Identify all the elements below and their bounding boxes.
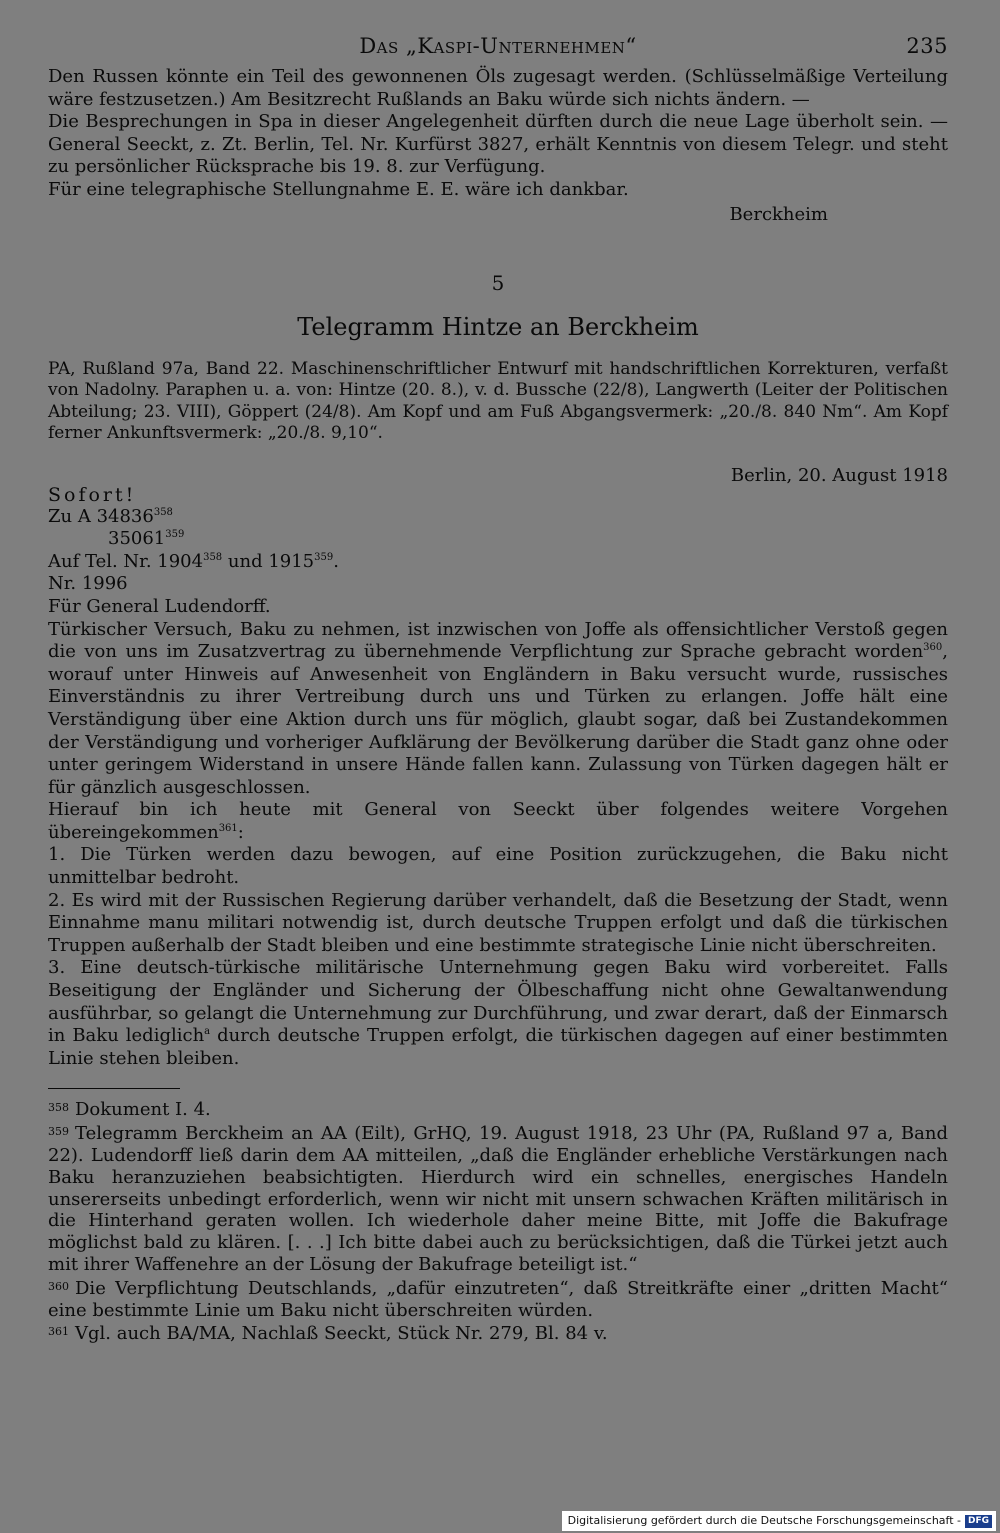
page-number: 235 <box>906 34 948 58</box>
dateline: Berlin, 20. August 1918 <box>730 464 948 486</box>
credit-text: Digitalisierung gefördert durch die Deutsche Forschungsgemeinschaft - <box>567 1514 961 1527</box>
footnote-number: 360 <box>48 1279 69 1293</box>
source-note-text: PA, Rußland 97a, Band 22. Maschinenschriftlicher Entwurf mit handschriftlichen Korrekturen, verfaßt von Nadolny. Paraphen u. a. von: Hintze (20. 8.), v. d. Bussche (22/8), Langwerth (Leiter der Politischen Abteilung; 23. VIII), Göppert (24/8). Am Kopf und am Fuß Abgangsvermerk: „20./8. 840 Nm“. Am Kopf ferner Ankunftsvermerk: „20./8. 9,10“. <box>48 358 948 444</box>
paragraph: Für eine telegraphische Stellungnahme E. E. wäre ich dankbar. <box>48 178 629 200</box>
footnote-marker: 358 <box>203 551 223 563</box>
footnote-number: 359 <box>48 1125 69 1139</box>
dfg-logo-icon: DFG <box>965 1515 992 1528</box>
urgency-marker: Sofort! <box>48 483 137 506</box>
document-title: Telegramm Hintze an Berckheim <box>297 312 699 341</box>
document-number: 5 <box>491 270 505 295</box>
body-text: Hierauf bin ich heute mit General von Seeckt über folgendes weitere Vorgehen übereingekommen <box>48 799 948 843</box>
running-title: Das „Kaspi-Unternehmen“ <box>359 34 637 58</box>
numbered-point <box>48 957 948 1070</box>
reference-line <box>48 506 948 529</box>
footnotes <box>48 1097 948 1345</box>
footnote-marker: 359 <box>165 529 185 541</box>
footnote-divider <box>48 1088 180 1089</box>
footnote-marker: 359 <box>314 551 334 563</box>
footnote-text: Die Verpflichtung Deutschlands, „dafür einzutreten“, daß Streitkräfte einer „dritten Macht“ eine bestimmte Linie um Baku nicht überschreiten würden. <box>48 1277 948 1321</box>
reference-line <box>48 528 948 551</box>
telegram-reference-text: und 1915 <box>222 550 315 572</box>
footnote-marker: 360 <box>923 642 943 654</box>
body-text: , worauf unter Hinweis auf Anwesenheit von Engländern in Baku versucht wurde, russisches Einverständnis zu ihrer Vertreibung durch uns und Türken zu erlangen. Joffe hält eine Verständigung über eine Aktion durch uns für möglich, glaubt sogar, daß bei Zustandekommen der Verständigung und vorheriger Aufklärung der Bevölkerung darüber die Stadt ganz ohne oder unter geringem Widerstand in unsere Hände fallen kann. Zulassung von Türken dagegen hält er für gänzlich ausgeschlossen. <box>48 641 948 798</box>
digitization-credit <box>562 1511 996 1531</box>
footnote <box>48 1321 948 1345</box>
signature: Berckheim <box>729 203 828 225</box>
document-page <box>48 30 948 1345</box>
telegram-reference-text: Auf Tel. Nr. 1904 <box>48 550 204 572</box>
footnote-text: Vgl. auch BA/MA, Nachlaß Seeckt, Stück Nr. 279, Bl. 84 v. <box>75 1323 608 1345</box>
telegram-number: Nr. 1996 <box>48 573 128 595</box>
footnote-text: Dokument I. 4. <box>75 1099 211 1121</box>
telegram-reference <box>48 551 948 574</box>
telegram-reference-text: . <box>333 550 339 572</box>
footnote-marker: 358 <box>153 506 173 518</box>
footnote-number: 361 <box>48 1325 69 1339</box>
body-text: durch deutsche Truppen erfolgt, die türkischen dagegen auf einer bestimmten Linie stehen bleiben. <box>48 1025 948 1069</box>
numbered-point: 1. Die Türken werden dazu bewogen, auf eine Position zurückzugehen, die Baku nicht unmittelbar bedroht. <box>48 844 948 889</box>
running-header <box>48 30 948 66</box>
body-text: 3. Eine deutsch-türkische militärische Unternehmung gegen Baku wird vorbereitet. Falls Beseitigung der Engländer und Sicherung der Ölbeschaffung nicht ohne Gewaltanwendung ausführbar, so gelangt die Unternehmung zur Durchführung, und zwar derart, daß der Einmarsch in Baku lediglich <box>48 957 948 1047</box>
body-text: Türkischer Versuch, Baku zu nehmen, ist inzwischen von Joffe als offensichtlicher Verstoß gegen die von uns im Zusatzvertrag zu übernehmende Verpflichtung zur Sprache gebracht worden <box>48 618 948 663</box>
recipient: Für General Ludendorff. <box>48 595 271 617</box>
preceding-text <box>48 66 948 225</box>
footnote <box>48 1097 948 1121</box>
footnote-marker: a <box>204 1026 211 1038</box>
footnote-text: Telegramm Berckheim an AA (Eilt), GrHQ, 19. August 1918, 23 Uhr (PA, Rußland 97 a, Band 22). Ludendorff ließ darin dem AA mitteilen, „daß die Engländer erhebliche Verstärkungen nach Baku heranzuziehen beabsichtigten. Hierdurch wird ein schnelles, energisches Handeln unsererseits unbedingt erforderlich, wenn wir nicht mit unsern schwachen Kräften militärisch in die Hinterhand geraten wollen. Ich wiederhole daher meine Bitte, mit Joffe die Bakufrage möglichst bald zu klären. [. . .] Ich bitte dabei auch zu berücksichtigen, daß die Türkei jetzt auch mit ihrer Waffenehre an der Lösung der Bakufrage beteiligt ist.“ <box>48 1123 948 1275</box>
paragraph: Die Besprechungen in Spa in dieser Angelegenheit dürften durch die neue Lage überholt sein. — General Seeckt, z. Zt. Berlin, Tel. Nr. Kurfürst 3827, erhält Kenntnis von diesem Telegr. und steht zu persönlicher Rücksprache bis 19. 8. zur Verfügung. <box>48 111 948 178</box>
reference-b: 35061 <box>108 528 166 550</box>
body-paragraph <box>48 799 948 844</box>
footnote-marker: 361 <box>218 822 238 834</box>
body-text: : <box>237 821 244 843</box>
reference-prefix: Zu A <box>48 505 91 527</box>
footnote <box>48 1276 948 1322</box>
reference-a: 34836 <box>96 505 154 527</box>
paragraph: Den Russen könnte ein Teil des gewonnenen Öls zugesagt werden. (Schlüsselmäßige Verteilung wäre festzusetzen.) Am Besitzrecht Rußlands an Baku würde sich nichts ändern. — <box>48 66 948 110</box>
body-paragraph <box>48 619 948 800</box>
source-note <box>48 359 948 445</box>
numbered-point: 2. Es wird mit der Russischen Regierung darüber verhandelt, daß die Besetzung der Stadt, wenn Einnahme manu militari notwendig ist, durch deutsche Truppen erfolgt und daß die türkischen Truppen außerhalb der Stadt bleiben und eine bestimmte strategische Linie nicht überschreiten. <box>48 889 948 956</box>
footnote <box>48 1121 948 1276</box>
footnote-number: 358 <box>48 1101 69 1115</box>
